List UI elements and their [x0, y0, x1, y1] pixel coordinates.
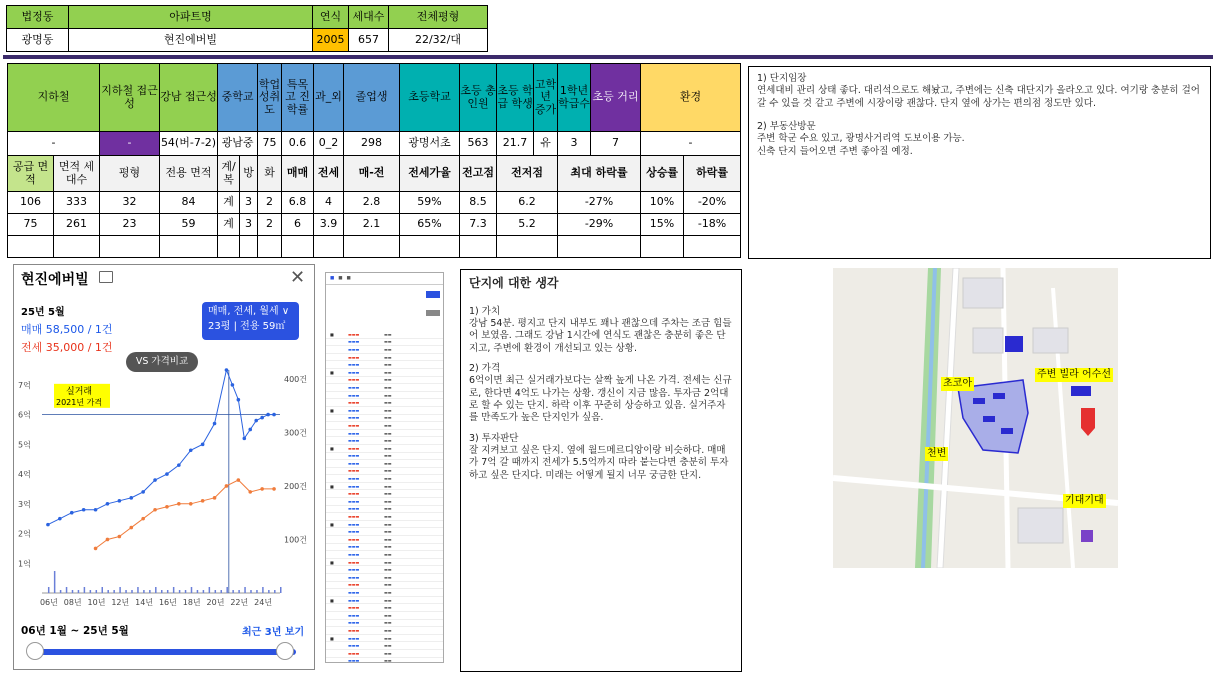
- cell: 3: [240, 192, 258, 214]
- h-achievement: 학업 성취도: [258, 64, 282, 132]
- h-pyeong: 평형: [100, 156, 160, 192]
- v-graduates: 298: [344, 132, 400, 156]
- list-item: ▬▬▬ ▬▬: [326, 453, 444, 461]
- v-middle-school: 광남중: [218, 132, 258, 156]
- cell: 2.8: [344, 192, 400, 214]
- cell: 15%: [641, 214, 684, 236]
- x-tick-label: 10년: [87, 598, 106, 607]
- cell: 6: [282, 214, 314, 236]
- series-point: [248, 490, 252, 494]
- series-point: [243, 437, 247, 441]
- list-item: ▬▬▬ ▬▬: [326, 650, 444, 658]
- volume-bar: [78, 590, 80, 593]
- h-gangnam-access: 강남 접근성: [160, 64, 218, 132]
- list-item: ▬▬▬ ▬▬: [326, 475, 444, 483]
- volume-bar: [226, 587, 228, 593]
- series-point: [177, 463, 181, 467]
- cell: 3.9: [314, 214, 344, 236]
- y-left-tick-label: 5억: [18, 440, 31, 450]
- v-achievement: 75: [258, 132, 282, 156]
- cell: 65%: [400, 214, 460, 236]
- value-households: 657: [349, 29, 389, 52]
- cell: -18%: [684, 214, 741, 236]
- cell: 2: [258, 192, 282, 214]
- cell: 계: [218, 214, 240, 236]
- volume-bar: [274, 590, 276, 593]
- volume-bar: [60, 590, 62, 593]
- list-item: ■ ▬▬▬ ▬▬: [326, 521, 444, 529]
- list-item: ■ ▬▬▬ ▬▬: [326, 445, 444, 453]
- h-rooms: 방: [240, 156, 258, 192]
- volume-bar: [280, 587, 282, 593]
- value-dong: 광명동: [7, 29, 69, 52]
- x-tick-label: 20년: [206, 598, 225, 607]
- y-left-tick-label: 6억: [18, 410, 31, 420]
- cell: 2.1: [344, 214, 400, 236]
- volume-bar: [215, 590, 217, 593]
- volume-bar: [221, 590, 223, 593]
- series-point: [231, 383, 235, 387]
- list-item: ▬▬▬ ▬▬: [326, 612, 444, 620]
- y-right-tick-label: 200건: [284, 481, 307, 491]
- volume-bar: [125, 590, 127, 593]
- filter-line-2: 23평 | 전용 59㎡: [208, 320, 286, 332]
- table-row: [8, 214, 741, 236]
- series-point: [82, 508, 86, 512]
- opinion-title-1: 1) 가치: [469, 305, 501, 317]
- cell: 333: [54, 192, 100, 214]
- list-item: ▬▬▬ ▬▬: [326, 498, 444, 506]
- cell: 4: [314, 192, 344, 214]
- section-divider: [3, 55, 1213, 59]
- volume-bar: [54, 571, 56, 593]
- range-slider-track[interactable]: [34, 649, 296, 655]
- list-item: ▬▬▬ ▬▬: [326, 437, 444, 445]
- list-item: ▬▬▬ ▬▬: [326, 642, 444, 650]
- list-item: ▬▬▬ ▬▬: [326, 384, 444, 392]
- map-label-stream: 천변: [927, 448, 947, 459]
- v-subway: -: [8, 132, 100, 156]
- list-item: ▬▬▬ ▬▬: [326, 513, 444, 521]
- series-point: [201, 499, 205, 503]
- list-item: ▬▬▬ ▬▬: [326, 422, 444, 430]
- volume-bar: [102, 587, 104, 593]
- volume-bar: [96, 590, 98, 593]
- v-first-grade: 3: [558, 132, 591, 156]
- opinion-title-2: 2) 가격: [469, 362, 501, 374]
- list-item: ■ ▬▬▬ ▬▬: [326, 407, 444, 415]
- table-row-empty: [8, 236, 741, 258]
- badge: [426, 291, 440, 298]
- series-point: [58, 517, 62, 521]
- h-first-grade: 1학년 학급수: [558, 64, 591, 132]
- cell: 106: [8, 192, 54, 214]
- list-item: ▬▬▬ ▬▬: [326, 574, 444, 582]
- x-tick-label: 24년: [254, 598, 273, 607]
- list-item: ▬▬▬ ▬▬: [326, 339, 444, 347]
- close-icon[interactable]: ✕: [290, 267, 306, 288]
- header-households: 세대수: [349, 6, 389, 29]
- volume-bar: [209, 587, 211, 593]
- x-tick-label: 08년: [63, 598, 82, 607]
- list-item: ▬▬▬ ▬▬: [326, 346, 444, 354]
- list-item: ▬▬▬ ▬▬: [326, 354, 444, 362]
- h-subway: 지하철: [8, 64, 100, 132]
- list-item: ■ ▬▬▬ ▬▬: [326, 331, 444, 339]
- h-rise: 상승률: [641, 156, 684, 192]
- list-item: ▬▬▬ ▬▬: [326, 377, 444, 385]
- value-year: 2005: [313, 29, 349, 52]
- cell: 계: [218, 192, 240, 214]
- volume-bar: [131, 590, 133, 593]
- vs-compare-button[interactable]: VS 가격비교: [126, 352, 198, 372]
- x-tick-label: 12년: [111, 598, 130, 607]
- h-type: 계/복: [218, 156, 240, 192]
- cell: 2: [258, 214, 282, 236]
- cell: 6.2: [497, 192, 558, 214]
- cell: 261: [54, 214, 100, 236]
- price-chart-card: [13, 264, 315, 670]
- chart-card-title: 현진에버빌: [21, 272, 89, 288]
- h-prev-high: 전고점: [460, 156, 497, 192]
- volume-bar: [238, 590, 240, 593]
- volume-bar: [119, 587, 121, 593]
- list-item: ▬▬▬ ▬▬: [326, 490, 444, 498]
- series-point: [225, 368, 229, 372]
- range-slider-end-handle[interactable]: [276, 642, 294, 660]
- h-jeonse: 전세: [314, 156, 344, 192]
- series-point: [70, 511, 74, 515]
- apartment-info-table: [6, 5, 488, 52]
- series-point: [237, 478, 241, 482]
- h-sale-minus-jeonse: 매-전: [344, 156, 400, 192]
- list-item: ▬▬▬ ▬▬: [326, 604, 444, 612]
- volume-bar: [84, 587, 86, 593]
- series-point: [189, 502, 193, 506]
- chart-sale-price: 매매 58,500 / 1건: [21, 323, 113, 336]
- volume-bar: [262, 587, 264, 593]
- list-item: ▬▬▬ ▬▬: [326, 566, 444, 574]
- v-elem-distance: 7: [591, 132, 641, 156]
- list-item: ▬▬▬ ▬▬: [326, 582, 444, 590]
- list-item: ▬▬▬ ▬▬: [326, 460, 444, 468]
- y-left-tick-label: 4억: [18, 470, 31, 480]
- opinion-heading: 단지에 대한 생각: [469, 276, 559, 290]
- h-area-households: 면적 세대수: [54, 156, 100, 192]
- cell: -29%: [558, 214, 641, 236]
- list-item: ▬▬▬ ▬▬: [326, 589, 444, 597]
- cell: 8.5: [460, 192, 497, 214]
- h-elem-class: 초등 학급 학생: [497, 64, 534, 132]
- list-item: ▬▬▬ ▬▬: [326, 430, 444, 438]
- transaction-rows: [326, 331, 444, 663]
- list-item: ▬▬▬ ▬▬: [326, 392, 444, 400]
- list-item: ■ ▬▬▬ ▬▬: [326, 597, 444, 605]
- x-tick-label: 18년: [182, 598, 201, 607]
- series-point: [106, 502, 110, 506]
- series-point: [201, 443, 205, 447]
- memo-body-1: 연세대비 관리 상태 좋다. 대리석으로도 해놨고, 주변에는 신축 대단지가 올라오고 있다. 여기랑 충분히 걸어갈 수 있을 것 같고 주변에 시장이랑 괜찮다. 단지 옆에 상가는 편의점 정도만 있다.: [757, 85, 1200, 109]
- h-tutoring: 과_외: [314, 64, 344, 132]
- h-exclusive-area: 전용 면적: [160, 156, 218, 192]
- cell: 84: [160, 192, 218, 214]
- cell: 6.8: [282, 192, 314, 214]
- v-elementary: 광명서초: [400, 132, 460, 156]
- header-sizes: 전체평형: [389, 6, 488, 29]
- h-sale: 매매: [282, 156, 314, 192]
- filter-line-1: 매매, 전세, 월세 ∨: [208, 306, 290, 317]
- map-graphic: [833, 268, 1118, 568]
- memo-box: [748, 66, 1211, 259]
- volume-bar: [107, 590, 109, 593]
- volume-bar: [66, 587, 68, 593]
- series-point: [225, 484, 229, 488]
- series-point: [141, 490, 145, 494]
- h-supply-area: 공급 면적: [8, 156, 54, 192]
- list-item: ▬▬▬ ▬▬: [326, 528, 444, 536]
- cell: 75: [8, 214, 54, 236]
- volume-bar: [203, 590, 205, 593]
- cell: 59: [160, 214, 218, 236]
- series-point: [165, 505, 169, 509]
- series-point: [213, 422, 217, 426]
- opinion-body-1: 강남 54분. 평지고 단지 내부도 꽤나 괜찮으데 주차는 조금 힘들어 보였음. 그래도 강남 1시간에 연식도 괜찮은 충분히 좋은 단지고, 주변에 환경이 개선되고 있는 상황.: [469, 317, 732, 354]
- volume-bar: [232, 590, 234, 593]
- price-chart: [14, 365, 314, 610]
- h-elem-distance: 초등 거리: [591, 64, 641, 132]
- y-left-tick-label: 7억: [18, 380, 31, 390]
- neighborhood-map[interactable]: [833, 268, 1118, 568]
- memo-title-2: 2) 부동산방문: [757, 121, 816, 133]
- list-item: ■ ▬▬▬ ▬▬: [326, 635, 444, 643]
- series-point: [177, 502, 181, 506]
- x-tick-label: 16년: [158, 598, 177, 607]
- volume-bar: [143, 590, 145, 593]
- series-point: [248, 428, 252, 432]
- cell: 10%: [641, 192, 684, 214]
- x-tick-label: 22년: [230, 598, 249, 607]
- v-upper-grade: 유: [534, 132, 558, 156]
- cell: 32: [100, 192, 160, 214]
- list-item: ■ ▬▬▬ ▬▬: [326, 483, 444, 491]
- series-point: [129, 526, 133, 530]
- volume-bar: [167, 590, 169, 593]
- volume-bar: [137, 587, 139, 593]
- cell: 59%: [400, 192, 460, 214]
- series-point: [118, 499, 122, 503]
- cell: 7.3: [460, 214, 497, 236]
- v-environment: -: [641, 132, 741, 156]
- v-elem-class: 21.7: [497, 132, 534, 156]
- opinion-body-2: 6억이면 최근 실거래가보다는 살짝 높게 나온 가격. 전세는 신규로, 한다면 4억도 나가는 상황. 갱신이 지금 많음. 투자금 2억대로 할 수 있는 단지. 하락 이후 꾸준히 상승하고 있음. 실거주자를 만족도가 높은 단지인가 싶음.: [469, 375, 732, 424]
- volume-bar: [268, 590, 270, 593]
- series-point: [260, 487, 264, 491]
- filter-dropdown[interactable]: [202, 302, 299, 340]
- series-point: [153, 478, 157, 482]
- series-point: [94, 547, 98, 551]
- series-point: [260, 416, 264, 420]
- volume-bar: [173, 587, 175, 593]
- badge: [426, 310, 440, 316]
- volume-bar: [90, 590, 92, 593]
- volume-bar: [113, 590, 115, 593]
- y-right-tick-label: 400건: [284, 374, 307, 384]
- list-item: ▬▬▬ ▬▬: [326, 506, 444, 514]
- series-point: [237, 398, 241, 402]
- volume-bar: [179, 590, 181, 593]
- list-item: ▬▬▬ ▬▬: [326, 415, 444, 423]
- chart-rent-price: 전세 35,000 / 1건: [21, 341, 113, 354]
- list-item: ▬▬▬ ▬▬: [326, 544, 444, 552]
- cell: -27%: [558, 192, 641, 214]
- memo-body-2b: 신축 단지 들어오면 주변 좋아질 예정.: [757, 145, 913, 157]
- y-left-tick-label: 3억: [18, 499, 31, 509]
- chart-month: 25년 5월: [21, 307, 65, 318]
- map-label-chokoa: 초코아: [943, 378, 972, 389]
- series-point: [129, 496, 133, 500]
- memo-title-1: 1) 단지임장: [757, 73, 807, 84]
- cell: 3: [240, 214, 258, 236]
- series-point: [94, 508, 98, 512]
- v-special-school: 0.6: [282, 132, 314, 156]
- list-item: ▬▬▬ ▬▬: [326, 620, 444, 628]
- memo-body-2a: 주변 학군 수요 있고, 광명사거리역 도보이용 가능.: [757, 133, 965, 145]
- h-upper-grade: 고학년 증가: [534, 64, 558, 132]
- map-icon[interactable]: [99, 271, 113, 283]
- y-right-tick-label: 300건: [284, 428, 307, 438]
- h-max-drop: 최대 하락률: [558, 156, 641, 192]
- h-jeonse-ratio: 전세가율: [400, 156, 460, 192]
- cell: -20%: [684, 192, 741, 214]
- h-elementary: 초등학교: [400, 64, 460, 132]
- h-elem-total: 초등 총인원: [460, 64, 497, 132]
- v-elem-total: 563: [460, 132, 497, 156]
- map-label-expect: 기대기대: [1065, 495, 1104, 506]
- list-item: ▬▬▬ ▬▬: [326, 551, 444, 559]
- h-baths: 화: [258, 156, 282, 192]
- analysis-table: [7, 63, 741, 258]
- volume-bar: [185, 590, 187, 593]
- series-point: [189, 448, 193, 452]
- value-apt-name: 현진에버빌: [69, 29, 313, 52]
- annotation-text: 2021년 가격: [56, 397, 103, 407]
- list-item: ▬▬▬ ▬▬: [326, 468, 444, 476]
- h-prev-low: 전저점: [497, 156, 558, 192]
- list-item: ▬▬▬ ▬▬: [326, 536, 444, 544]
- x-tick-label: 06년: [39, 598, 58, 607]
- recent-3y-button[interactable]: 최근 3년 보기: [242, 627, 305, 638]
- list-item: ■ ▬▬▬ ▬▬: [326, 369, 444, 377]
- volume-bar: [244, 587, 246, 593]
- h-graduates: 졸업생: [344, 64, 400, 132]
- volume-bar: [250, 590, 252, 593]
- series-point: [266, 413, 270, 417]
- value-sizes: 22/32/대: [389, 29, 488, 52]
- cell: 23: [100, 214, 160, 236]
- series-point: [118, 535, 122, 539]
- header-year: 연식: [313, 6, 349, 29]
- volume-bar: [72, 590, 74, 593]
- map-label-villa: 주변 빌라 어수선: [1037, 369, 1111, 380]
- opinion-title-3: 3) 투자판단: [469, 432, 519, 444]
- series-point: [153, 508, 157, 512]
- volume-bar: [256, 590, 258, 593]
- h-special-school: 특목고 진학률: [282, 64, 314, 132]
- annotation-text: 실거래: [66, 386, 93, 397]
- v-subway-access: -: [100, 132, 160, 156]
- transaction-list-panel: ■ ■ ■ ■ ▬▬▬ ▬▬ ▬▬▬ ▬▬ ▬▬▬ ▬▬ ▬▬▬ ▬▬ ▬▬▬ ▬▬ ■ ▬▬▬ ▬▬ ▬▬▬ ▬▬ ▬▬▬ ▬▬ ▬▬▬ ▬▬ ▬▬▬ ▬▬ ■ ▬▬▬ ▬▬ ▬▬▬ ▬▬ ▬▬▬ ▬▬ ▬▬▬ ▬▬ ▬▬▬ ▬▬ ■ ▬▬▬ ▬▬ ▬▬▬ ▬▬ ▬▬▬ ▬▬ ▬▬▬ ▬▬ ▬▬▬ ▬▬ ■ ▬▬▬ ▬▬ ▬▬▬ ▬▬ ▬▬▬ ▬▬ ▬▬▬ ▬▬ ▬▬▬ ▬▬ ■ ▬▬▬ ▬▬ ▬▬▬ ▬▬ ▬▬▬ ▬▬ ▬▬▬ ▬▬ ▬▬▬ ▬▬ ■ ▬▬▬ ▬▬ ▬▬▬ ▬▬ ▬▬▬ ▬▬ ▬▬▬ ▬▬ ▬▬▬ ▬▬ ■ ▬▬▬ ▬▬ ▬▬▬ ▬▬ ▬▬▬ ▬▬ ▬▬▬ ▬▬ ▬▬▬ ▬▬ ■ ▬▬▬ ▬▬ ▬▬▬ ▬▬ ▬▬▬ ▬▬ ▬▬▬ ▬▬: [325, 272, 444, 663]
- list-item: ▬▬▬ ▬▬: [326, 361, 444, 369]
- opinion-body-3: 잘 지켜보고 싶은 단지. 옆에 월드메르디앙이랑 비슷하다. 매매가 7억 갈 때까지 전세가 5.5억까지 따라 붙는다면 충분히 투자하고 싶은 단지다. 미래는 어떻게 될지 너무 궁금한 단지.: [469, 445, 729, 481]
- series-line: [96, 480, 274, 548]
- list-item: ▬▬▬ ▬▬: [326, 627, 444, 635]
- v-tutoring: 0_2: [314, 132, 344, 156]
- header-apt-name: 아파트명: [69, 6, 313, 29]
- header-dong: 법정동: [7, 6, 69, 29]
- table-row: [8, 192, 741, 214]
- h-environment: 환경: [641, 64, 741, 132]
- date-range: 06년 1월 ~ 25년 5월: [21, 625, 129, 637]
- h-subway-access: 지하철 접근성: [100, 64, 160, 132]
- list-item: ▬▬▬ ▬▬: [326, 399, 444, 407]
- volume-bar: [149, 590, 151, 593]
- series-point: [165, 472, 169, 476]
- y-left-tick-label: 1억: [18, 559, 31, 569]
- v-gangnam-access: 54(버-7-2): [160, 132, 218, 156]
- y-left-tick-label: 2억: [18, 529, 31, 539]
- range-slider-start-handle[interactable]: [26, 642, 44, 660]
- volume-bar: [191, 587, 193, 593]
- series-point: [272, 487, 276, 491]
- h-middle-school: 중학교: [218, 64, 258, 132]
- cell: 5.2: [497, 214, 558, 236]
- series-point: [254, 419, 258, 423]
- volume-bar: [161, 590, 163, 593]
- series-point: [141, 517, 145, 521]
- opinion-box: [460, 269, 742, 672]
- series-point: [106, 538, 110, 542]
- h-fall: 하락률: [684, 156, 741, 192]
- volume-bar: [155, 587, 157, 593]
- series-point: [46, 523, 50, 527]
- volume-bar: [48, 587, 50, 593]
- volume-bar: [197, 590, 199, 593]
- list-item: ■ ▬▬▬ ▬▬: [326, 559, 444, 567]
- series-point: [213, 496, 217, 500]
- x-tick-label: 14년: [135, 598, 154, 607]
- list-item: ▬▬▬ ▬▬: [326, 658, 444, 663]
- series-point: [272, 413, 276, 417]
- y-right-tick-label: 100건: [284, 535, 307, 545]
